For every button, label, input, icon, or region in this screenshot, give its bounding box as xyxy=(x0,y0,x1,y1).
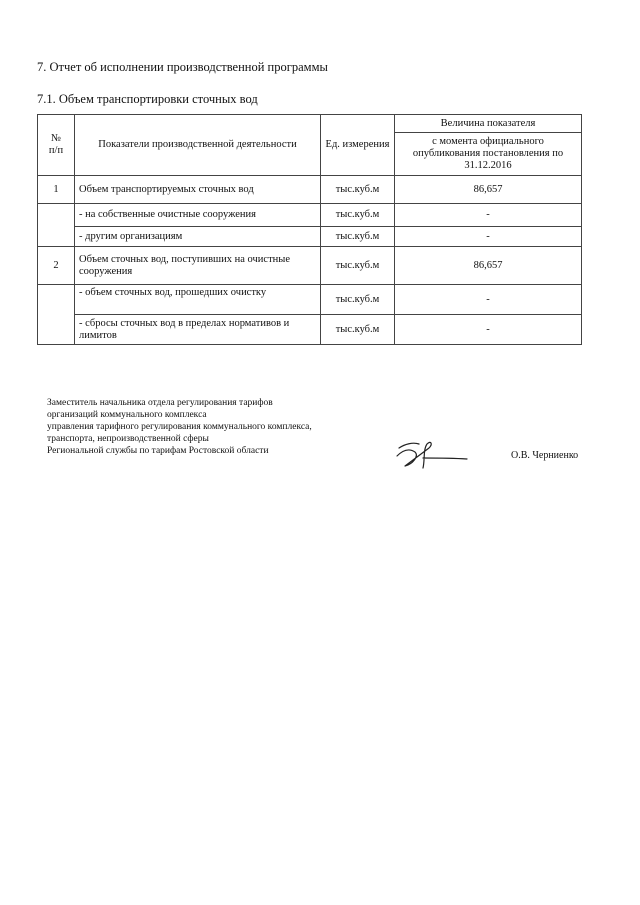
table-row xyxy=(38,285,582,315)
table-row xyxy=(38,315,582,345)
row-unit: тыс.куб.м xyxy=(321,204,395,227)
signatory-line: Заместитель начальника отдела регулирования тарифов xyxy=(47,398,273,408)
row-unit: тыс.куб.м xyxy=(321,227,395,247)
header-num: № п/п xyxy=(38,115,75,176)
header-unit: Ед. измерения xyxy=(321,115,395,176)
row-unit: тыс.куб.м xyxy=(321,176,395,204)
header-indicator: Показатели производственной деятельности xyxy=(75,115,321,176)
report-table xyxy=(37,114,582,345)
row-indicator: - на собственные очистные сооружения xyxy=(75,204,321,227)
table-row xyxy=(38,176,582,204)
row-num xyxy=(38,285,75,345)
row-unit: тыс.куб.м xyxy=(321,285,395,315)
table-row xyxy=(38,247,582,285)
row-num xyxy=(38,204,75,247)
row-value: 86,657 xyxy=(395,247,582,285)
table-header-row xyxy=(38,115,582,133)
table-row xyxy=(38,227,582,247)
row-indicator: Объем сточных вод, поступивших на очистные сооружения xyxy=(75,247,321,285)
section-title: 7. Отчет об исполнении производственной программы xyxy=(37,60,328,74)
row-value: - xyxy=(395,227,582,247)
signer-name: О.В. Черниенко xyxy=(511,450,579,461)
row-indicator: - объем сточных вод, прошедших очистку xyxy=(75,285,321,315)
signatory-line: организаций коммунального комплекса xyxy=(47,410,207,420)
row-unit: тыс.куб.м xyxy=(321,247,395,285)
row-indicator: - сбросы сточных вод в пределах нормативов и лимитов xyxy=(75,315,321,345)
row-unit: тыс.куб.м xyxy=(321,315,395,345)
table-row xyxy=(38,204,582,227)
header-value-period: с момента официального опубликования постановления по 31.12.2016 xyxy=(395,132,582,175)
signatory-position xyxy=(47,397,312,457)
row-value: 86,657 xyxy=(395,176,582,204)
header-value-group: Величина показателя xyxy=(395,115,582,133)
row-num: 1 xyxy=(38,176,75,204)
row-indicator: - другим организациям xyxy=(75,227,321,247)
subsection-title: 7.1. Объем транспортировки сточных вод xyxy=(37,92,258,106)
row-value: - xyxy=(395,285,582,315)
row-indicator: Объем транспортируемых сточных вод xyxy=(75,176,321,204)
signatory-line: управления тарифного регулирования коммунального комплекса, xyxy=(47,422,312,432)
signatory-line: Региональной службы по тарифам Ростовской области xyxy=(47,446,269,456)
signatory-line: транспорта, непроизводственной сферы xyxy=(47,434,209,444)
row-num: 2 xyxy=(38,247,75,285)
row-value: - xyxy=(395,204,582,227)
handwritten-signature xyxy=(395,436,471,470)
row-value: - xyxy=(395,315,582,345)
